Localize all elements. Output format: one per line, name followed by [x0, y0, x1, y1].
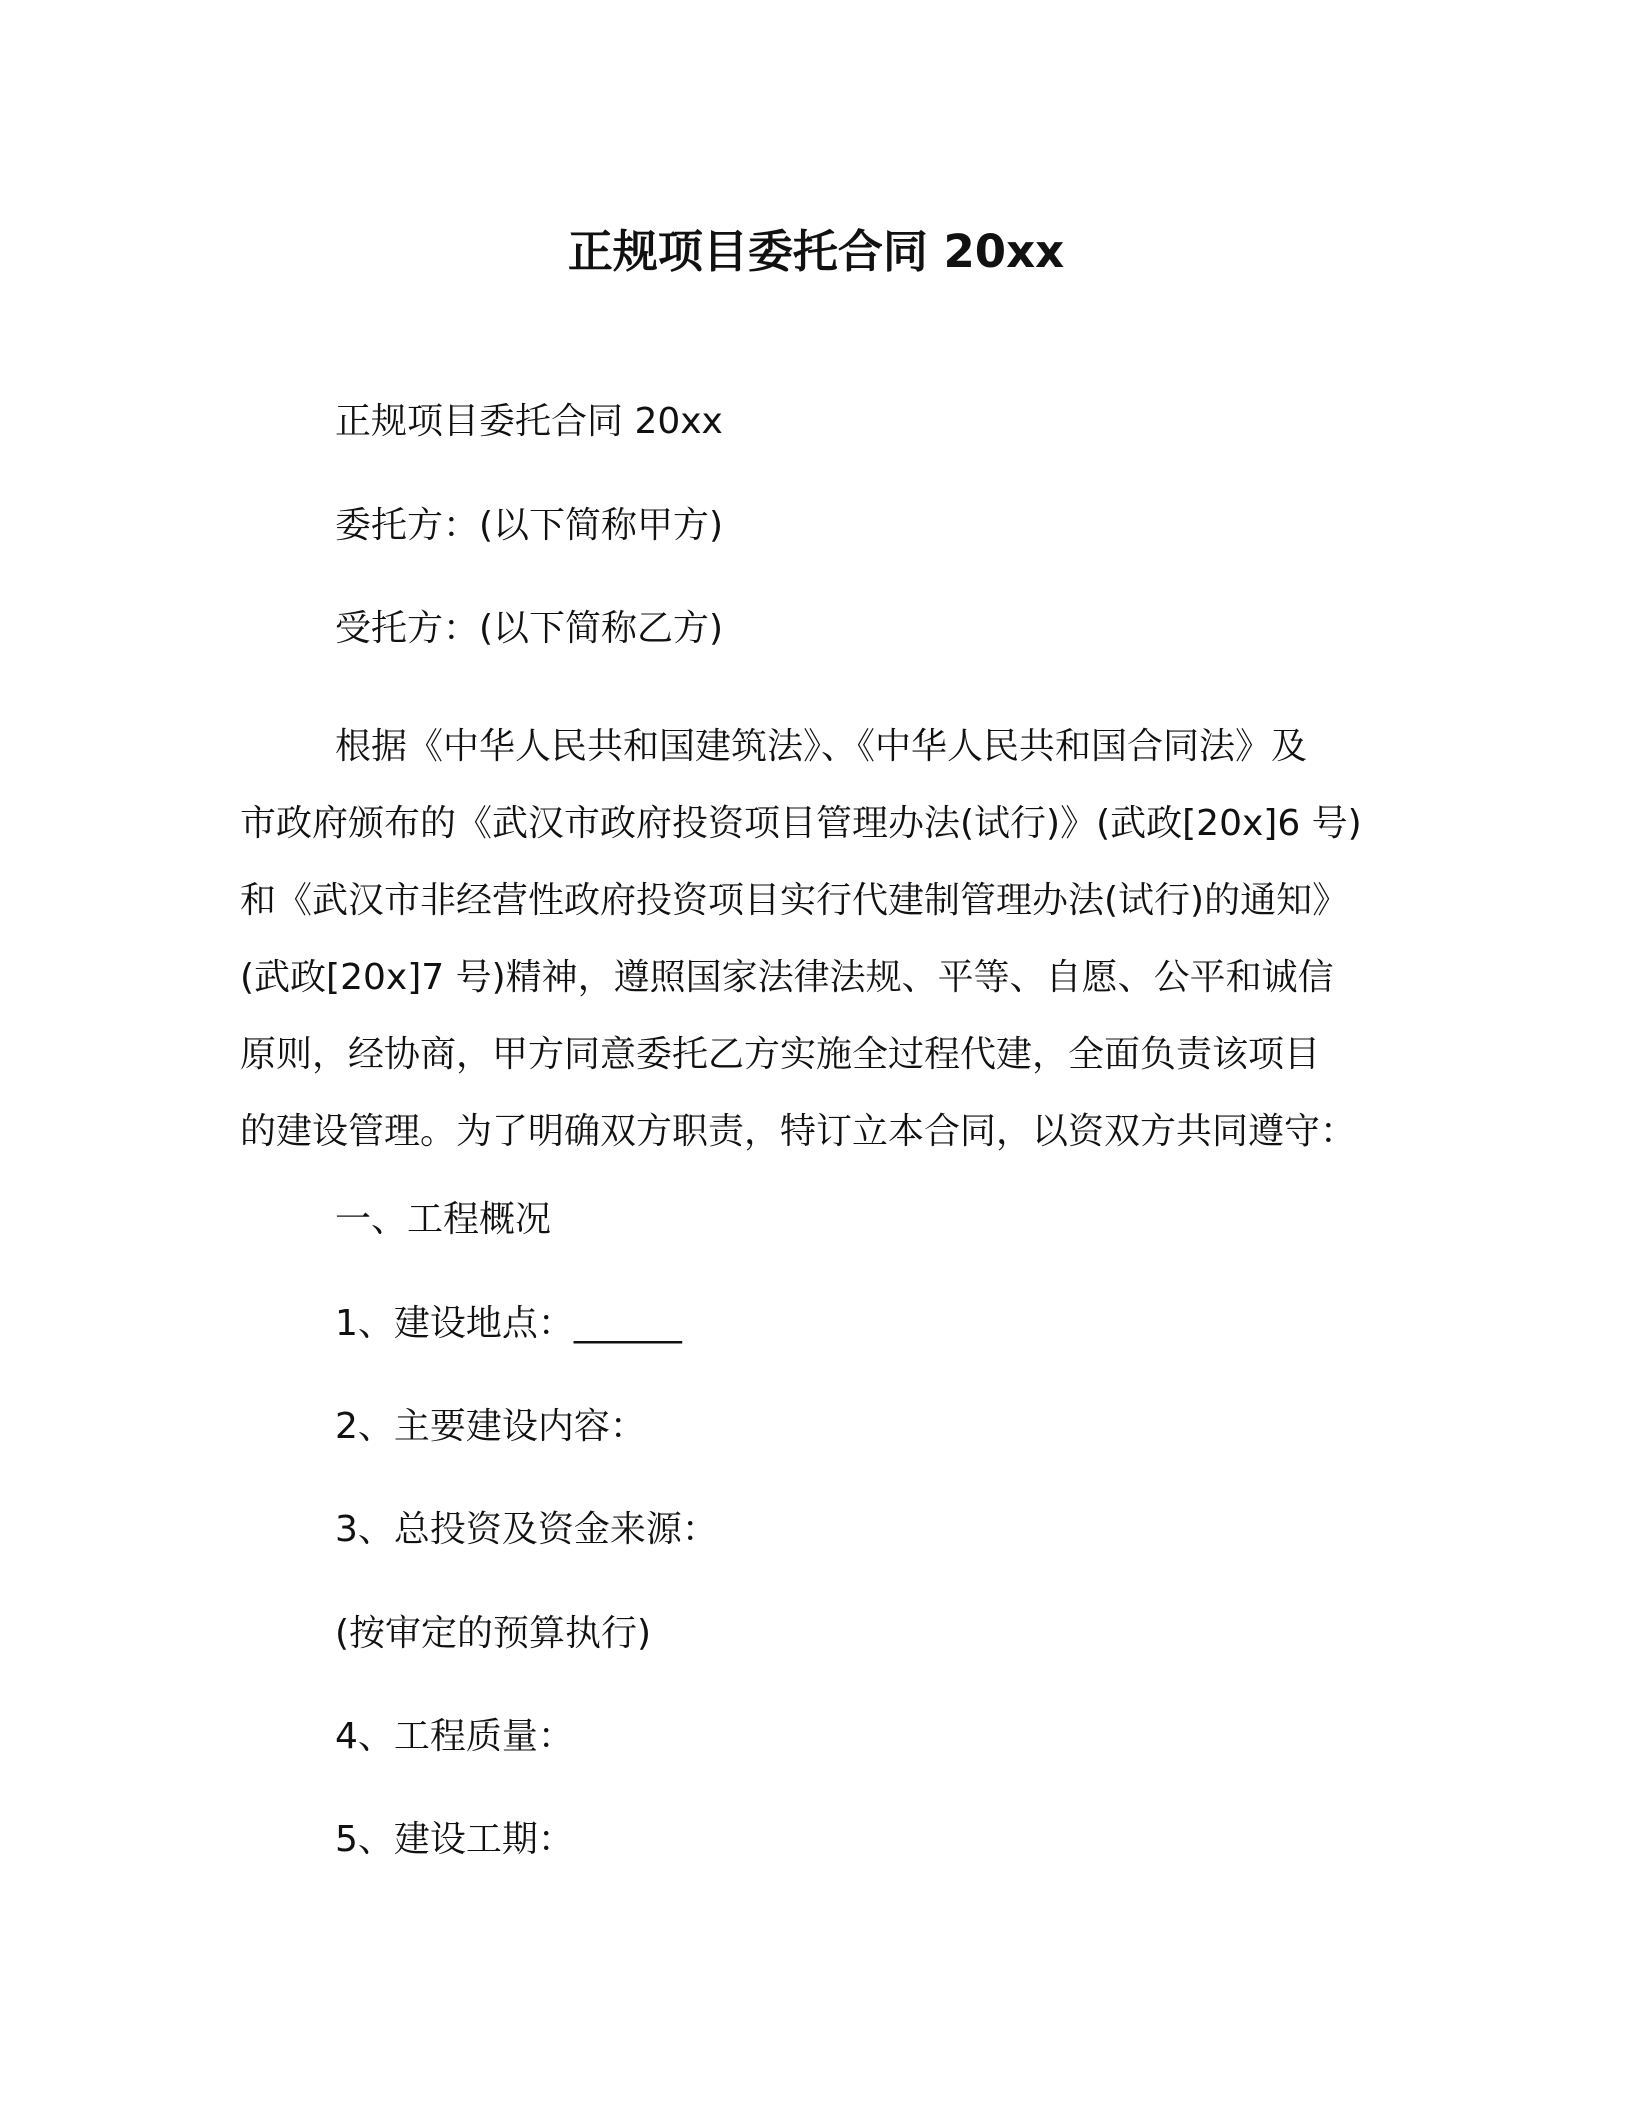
item-quality: 4、工程质量：	[335, 1716, 574, 1757]
preamble-line: 原则，经协商，甲方同意委托乙方实施全过程代建，全面负责该项目	[240, 1034, 1321, 1075]
preamble-line: 根据《中华人民共和国建筑法》、《中华人民共和国合同法》及	[335, 726, 1308, 767]
document-subtitle: 正规项目委托合同 20xx	[335, 401, 723, 442]
item-investment-note: (按审定的预算执行)	[335, 1613, 652, 1654]
document-title: 正规项目委托合同 20xx	[567, 225, 1065, 278]
preamble-line: (武政[20x]7 号)精神，遵照国家法律法规、平等、自愿、公平和诚信	[240, 957, 1334, 998]
item-schedule: 5、建设工期：	[335, 1819, 574, 1860]
preamble-paragraph	[240, 708, 1390, 1170]
preamble-line: 和《武汉市非经营性政府投资项目实行代建制管理办法(试行)的通知》	[240, 880, 1349, 921]
item-investment: 3、总投资及资金来源：	[335, 1509, 718, 1550]
section-heading: 一、工程概况	[335, 1199, 552, 1240]
preamble-line: 的建设管理。为了明确双方职责，特订立本合同，以资双方共同遵守：	[240, 1111, 1357, 1152]
contractor-line: 受托方：(以下简称乙方)	[335, 608, 724, 649]
item-location: 1、建设地点：______	[335, 1303, 682, 1344]
client-line: 委托方：(以下简称甲方)	[335, 505, 724, 546]
preamble-line: 市政府颁布的《武汉市政府投资项目管理办法(试行)》(武政[20x]6 号)	[240, 803, 1362, 844]
item-content: 2、主要建设内容：	[335, 1406, 646, 1447]
